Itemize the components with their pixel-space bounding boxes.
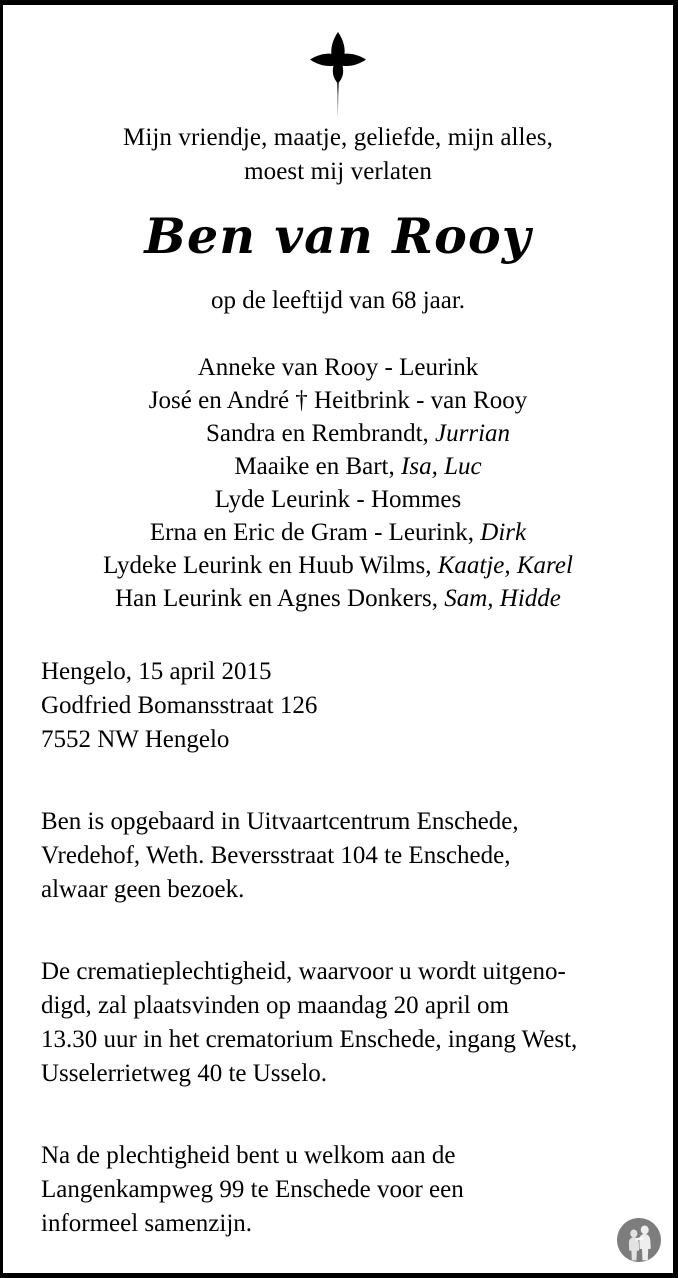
address-line: Hengelo, 15 april 2015 bbox=[41, 658, 272, 685]
laid-out-line: Ben is opgebaard in Uitvaartcentrum Enschede, bbox=[41, 808, 519, 835]
family-names: Maaike en Bart, bbox=[234, 453, 395, 480]
funeral-home-logo-icon bbox=[615, 1216, 663, 1264]
family-children: Dirk bbox=[480, 519, 527, 546]
family-names: Lydeke Leurink en Huub Wilms, bbox=[103, 552, 432, 579]
cremation-block bbox=[41, 955, 651, 1091]
cremation-line: Usselerrietweg 40 te Usselo. bbox=[41, 1060, 328, 1087]
family-row bbox=[3, 549, 673, 582]
address-line: 7552 NW Hengelo bbox=[41, 726, 230, 753]
opening-line-1: Mijn vriendje, maatje, geliefde, mijn alles, bbox=[123, 124, 553, 151]
opening-message bbox=[3, 121, 673, 189]
address-line: Godfried Bomansstraat 126 bbox=[41, 692, 318, 719]
reception-line: informeel samenzijn. bbox=[41, 1210, 253, 1237]
family-row bbox=[3, 384, 673, 417]
family-row bbox=[3, 450, 673, 483]
family-children: Sam, Hidde bbox=[444, 585, 561, 612]
cremation-line: De crematieplechtigheid, waarvoor u wordt uitgeno- bbox=[41, 958, 566, 985]
cremation-line: 13.30 uur in het crematorium Enschede, ingang West, bbox=[41, 1026, 578, 1053]
opening-line-2: moest mij verlaten bbox=[244, 158, 432, 185]
age-line: op de leeftijd van 68 jaar. bbox=[210, 287, 466, 314]
reception-block bbox=[41, 1139, 651, 1241]
family-names: Anneke van Rooy - Leurink bbox=[197, 354, 479, 381]
family-names: José en André † Heitbrink - van Rooy bbox=[148, 387, 528, 414]
family-list bbox=[3, 351, 673, 615]
laid-out-block bbox=[41, 805, 651, 907]
laid-out-line: alwaar geen bezoek. bbox=[41, 876, 245, 903]
address-block bbox=[41, 655, 651, 757]
latin-cross-icon bbox=[307, 29, 369, 121]
family-names: Erna en Eric de Gram - Leurink, bbox=[149, 519, 475, 546]
family-children: Jurrian bbox=[435, 420, 511, 447]
family-names: Lyde Leurink - Hommes bbox=[214, 486, 462, 513]
family-row bbox=[3, 483, 673, 516]
laid-out-line: Vredehof, Weth. Beversstraat 104 te Enschede, bbox=[41, 842, 511, 869]
reception-line: Langenkampweg 99 te Enschede voor een bbox=[41, 1176, 464, 1203]
family-row bbox=[3, 516, 673, 549]
cremation-line: digd, zal plaatsvinden op maandag 20 april om bbox=[41, 992, 509, 1019]
deceased-name: Ben van Rooy bbox=[144, 207, 532, 265]
family-row bbox=[3, 582, 673, 615]
cross-symbol-block bbox=[3, 5, 673, 117]
reception-line: Na de plechtigheid bent u welkom aan de bbox=[41, 1142, 456, 1169]
family-row bbox=[3, 417, 673, 450]
family-children: Kaatje, Karel bbox=[437, 552, 573, 579]
family-names: Sandra en Rembrandt, bbox=[205, 420, 429, 447]
family-row bbox=[3, 351, 673, 384]
family-names: Han Leurink en Agnes Donkers, bbox=[115, 585, 438, 612]
family-children: Isa, Luc bbox=[401, 453, 482, 480]
